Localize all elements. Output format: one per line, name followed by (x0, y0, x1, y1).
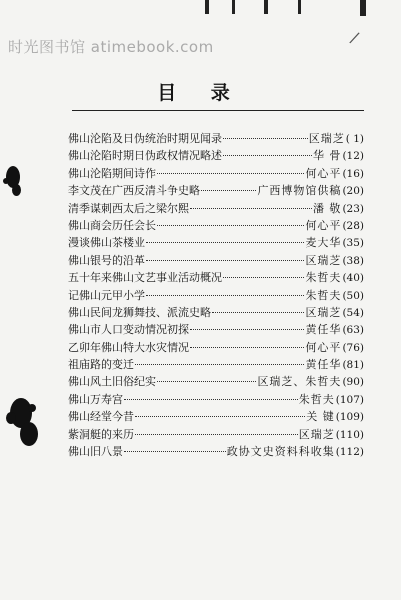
dot-leader (157, 381, 256, 382)
toc-entry[interactable] (68, 200, 364, 217)
toc-entry[interactable] (68, 182, 364, 199)
toc-entry[interactable] (68, 373, 364, 390)
entry-author: 何心平 (305, 340, 342, 354)
entry-author: 关 键 (306, 410, 335, 424)
page-title: 目 录 (157, 82, 244, 104)
entry-page: (110) (335, 428, 364, 441)
entry-author: 华 骨 (312, 149, 342, 163)
dot-leader (190, 329, 304, 330)
pen-mark: / (348, 27, 362, 48)
entry-author: 朱哲夫 (305, 271, 342, 285)
toc-entry[interactable] (68, 356, 364, 373)
entry-author: 区瑞芝、朱哲夫 (257, 375, 342, 389)
entry-author: 朱哲夫 (298, 392, 335, 406)
entry-page: (81) (342, 359, 364, 372)
entry-title: 佛山万寿宫 (68, 392, 123, 406)
toc-entry[interactable] (68, 130, 364, 147)
entry-title: 佛山市人口变动情况初探 (68, 323, 189, 337)
entry-title: 记佛山元甲小学 (68, 288, 145, 302)
toc-entry[interactable] (68, 165, 364, 182)
entry-page: (35) (342, 237, 364, 250)
entry-title: 佛山经堂今昔 (68, 410, 134, 424)
entry-title: 佛山民间龙狮舞技、派流史略 (68, 305, 211, 319)
entry-page: (54) (342, 306, 364, 319)
entry-page: (16) (342, 167, 364, 180)
toc-entry[interactable] (68, 339, 364, 356)
toc-entry[interactable] (68, 252, 364, 269)
entry-page: (20) (342, 185, 364, 198)
dot-leader (190, 208, 312, 209)
table-of-contents (68, 130, 364, 460)
entry-title: 佛山银号的沿革 (68, 253, 145, 267)
toc-entry[interactable] (68, 304, 364, 321)
title-rule (72, 110, 364, 111)
entry-author: 政协文史资料科收集 (226, 445, 335, 459)
entry-page: ( 1) (345, 133, 364, 145)
toc-entry[interactable] (68, 426, 364, 443)
entry-title: 五十年来佛山文艺事业活动概况 (68, 271, 222, 285)
entry-title: 佛山沦陷及日伪统治时期见闻录 (68, 132, 222, 145)
dot-leader (146, 260, 304, 261)
entry-author: 区瑞芝 (308, 132, 345, 145)
dot-leader (223, 138, 308, 139)
entry-title: 佛山沦陷期间诗作 (68, 166, 156, 180)
toc-entry[interactable] (68, 321, 364, 338)
entry-title: 清季谋刺西太后之梁尔熙 (68, 201, 189, 215)
toc-entry[interactable] (68, 269, 364, 286)
entry-author: 何心平 (305, 218, 342, 232)
entry-page: (107) (335, 393, 364, 406)
entry-author: 何心平 (305, 166, 342, 180)
toc-entry[interactable] (68, 287, 364, 304)
entry-title: 佛山旧八景 (68, 445, 123, 459)
dot-leader (135, 416, 305, 417)
dot-leader (146, 295, 304, 296)
entry-author: 麦大华 (305, 236, 342, 250)
dot-leader (135, 364, 304, 365)
toc-entry[interactable] (68, 391, 364, 408)
entry-title: 李文茂在广西反清斗争史略 (68, 184, 200, 198)
entry-page: (50) (342, 289, 364, 302)
top-edge-marks (0, 0, 401, 18)
entry-title: 佛山沦陷时期日伪政权情况略述 (68, 149, 222, 163)
entry-title: 佛山风土旧俗纪实 (68, 375, 156, 389)
dot-leader (190, 347, 304, 348)
dot-leader (157, 173, 304, 174)
entry-page: (76) (342, 341, 364, 354)
entry-title: 紫洞艇的来历 (68, 427, 134, 441)
dot-leader (124, 399, 298, 400)
entry-page: (23) (342, 202, 364, 215)
entry-title: 漫谈佛山茶楼业 (68, 236, 145, 250)
toc-entry[interactable] (68, 443, 364, 460)
dot-leader (201, 190, 256, 191)
entry-author: 区瑞芝 (305, 305, 342, 319)
dot-leader (146, 242, 304, 243)
dot-leader (124, 451, 226, 452)
entry-page: (38) (342, 254, 364, 267)
toc-entry[interactable] (68, 234, 364, 251)
entry-author: 区瑞芝 (298, 427, 335, 441)
dot-leader (223, 277, 304, 278)
entry-author: 潘 敬 (312, 201, 342, 215)
entry-author: 黄任华 (305, 323, 342, 337)
entry-page: (112) (335, 446, 364, 459)
entry-page: (109) (335, 411, 364, 424)
entry-page: (63) (342, 324, 364, 337)
entry-title: 佛山商会历任会长 (68, 218, 156, 232)
entry-title: 祖庙路的变迁 (68, 358, 134, 372)
dot-leader (223, 155, 312, 156)
entry-page: (40) (342, 272, 364, 285)
toc-entry[interactable] (68, 217, 364, 234)
toc-entry[interactable] (68, 147, 364, 164)
dot-leader (135, 434, 298, 435)
entry-author: 黄任华 (305, 358, 342, 372)
entry-title: 乙卯年佛山特大水灾情况 (68, 340, 189, 354)
dot-leader (157, 225, 304, 226)
watermark: 时光图书馆 atimebook.com (8, 38, 214, 56)
entry-author: 朱哲夫 (305, 288, 342, 302)
entry-page: (12) (342, 150, 364, 163)
toc-entry[interactable] (68, 408, 364, 425)
entry-page: (90) (342, 376, 364, 389)
entry-page: (28) (342, 219, 364, 232)
dot-leader (212, 312, 304, 313)
entry-author: 广西博物馆供稿 (257, 184, 342, 198)
entry-author: 区瑞芝 (305, 253, 342, 267)
